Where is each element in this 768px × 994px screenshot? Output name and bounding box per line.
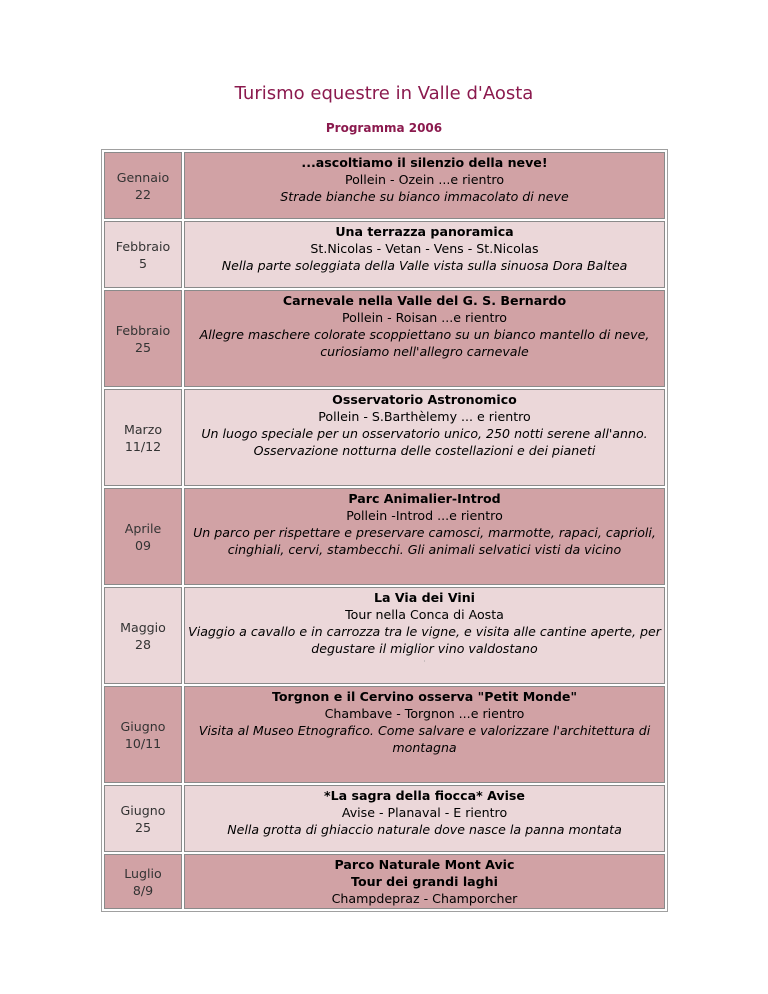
event-route: Pollein - Roisan ...e rientro — [342, 310, 507, 325]
event-date: Luglio 8/9 — [104, 854, 182, 909]
event-details — [184, 290, 665, 387]
table-row — [104, 686, 665, 783]
event-route: Champdepraz - Champorcher — [331, 891, 518, 906]
event-title: ...ascoltiamo il silenzio della neve! — [301, 155, 548, 170]
stray-dot: · — [423, 657, 426, 666]
event-route: Pollein - S.Barthèlemy ... e rientro — [318, 409, 531, 424]
event-route: Tour nella Conca di Aosta — [345, 607, 504, 622]
event-description: Allegre maschere colorate scoppiettano su un bianco mantello di neve, curiosiamo nell'allegro carnevale — [199, 327, 650, 359]
event-details — [184, 221, 665, 288]
event-subtitle: Tour dei grandi laghi — [351, 874, 498, 889]
event-date: Giugno 10/11 — [104, 686, 182, 783]
event-route: Chambave - Torgnon ...e rientro — [324, 706, 525, 721]
event-description: Strade bianche su bianco immacolato di neve — [280, 189, 569, 204]
event-title: Una terrazza panoramica — [335, 224, 514, 239]
event-description: Un luogo speciale per un osservatorio unico, 250 notti serene all'anno. Osservazione notturna delle costellazioni e dei pianeti — [201, 426, 648, 458]
event-description: Nella parte soleggiata della Valle vista sulla sinuosa Dora Baltea — [221, 258, 628, 273]
event-date: Gennaio 22 — [104, 152, 182, 219]
event-route: Avise - Planaval - E rientro — [341, 805, 508, 820]
event-details — [184, 587, 665, 684]
event-date: Febbraio 25 — [104, 290, 182, 387]
event-route: Pollein - Ozein ...e rientro — [344, 172, 505, 187]
event-date: Maggio 28 — [104, 587, 182, 684]
event-title: Parc Animalier-Introd — [348, 491, 501, 506]
event-route: Pollein -Introd ...e rientro — [346, 508, 503, 523]
table-row — [104, 854, 665, 909]
event-details — [184, 854, 665, 909]
event-route: St.Nicolas - Vetan - Vens - St.Nicolas — [310, 241, 539, 256]
table-row — [104, 785, 665, 852]
table-row — [104, 221, 665, 288]
table-row — [104, 290, 665, 387]
table-row — [104, 152, 665, 219]
event-details — [184, 152, 665, 219]
event-details — [184, 785, 665, 852]
event-details — [184, 389, 665, 486]
event-description: Viaggio a cavallo e in carrozza tra le vigne, e visita alle cantine aperte, per degustare il miglior vino valdostano — [188, 624, 661, 656]
event-description: Nella grotta di ghiaccio naturale dove nasce la panna montata — [227, 822, 622, 837]
program-table — [101, 149, 668, 912]
event-title: Parco Naturale Mont Avic — [334, 857, 515, 872]
page-subtitle: Programma 2006 — [325, 121, 443, 135]
event-title: La Via dei Vini — [373, 590, 475, 605]
page-title: Turismo equestre in Valle d'Aosta — [234, 83, 534, 104]
event-date: Febbraio 5 — [104, 221, 182, 288]
event-title: *La sagra della fiocca* Avise — [324, 788, 525, 803]
event-title: Torgnon e il Cervino osserva "Petit Monde" — [271, 689, 578, 704]
table-row — [104, 389, 665, 486]
event-description: Un parco per rispettare e preservare camosci, marmotte, rapaci, caprioli, cinghiali, cervi, stambecchi. Gli animali selvatici visti da vicino — [193, 525, 656, 557]
event-description: Visita al Museo Etnografico. Come salvare e valorizzare l'architettura di montagna — [198, 723, 651, 755]
event-details — [184, 488, 665, 585]
event-date: Marzo 11/12 — [104, 389, 182, 486]
event-date: Giugno 25 — [104, 785, 182, 852]
event-details — [184, 686, 665, 783]
table-row — [104, 488, 665, 585]
event-date: Aprile 09 — [104, 488, 182, 585]
event-title: Carnevale nella Valle del G. S. Bernardo — [282, 293, 567, 308]
table-row — [104, 587, 665, 684]
event-title: Osservatorio Astronomico — [332, 392, 517, 407]
